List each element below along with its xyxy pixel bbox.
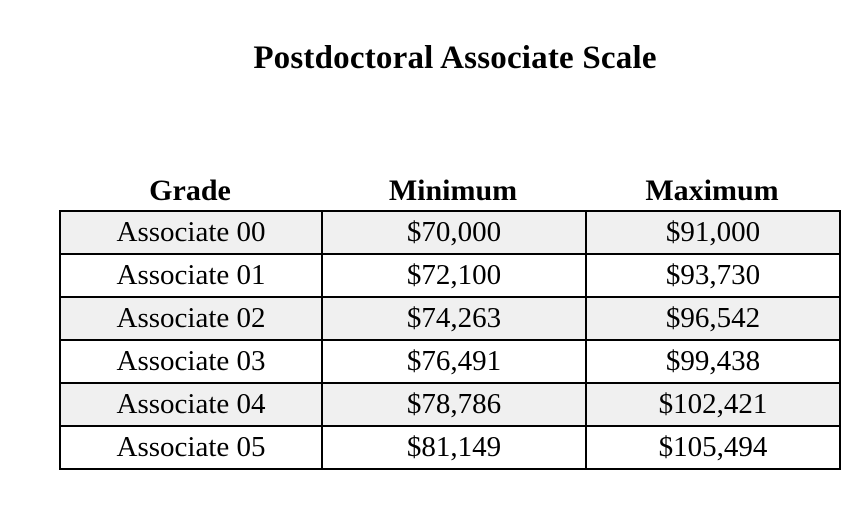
minimum-cell: $81,149 [322, 426, 586, 469]
column-header-minimum: Minimum [388, 174, 518, 207]
maximum-cell: $105,494 [586, 426, 840, 469]
table-header-row [59, 172, 839, 210]
page-title: Postdoctoral Associate Scale [253, 40, 657, 76]
grade-cell: Associate 03 [60, 340, 322, 383]
grade-cell: Associate 02 [60, 297, 322, 340]
maximum-cell: $102,421 [586, 383, 840, 426]
minimum-cell: $72,100 [322, 254, 586, 297]
grade-cell: Associate 04 [60, 383, 322, 426]
grade-cell: Associate 00 [60, 211, 322, 254]
table-row [60, 340, 840, 383]
column-header-maximum: Maximum [645, 174, 779, 207]
maximum-cell: $93,730 [586, 254, 840, 297]
table-row [60, 297, 840, 340]
table-row [60, 383, 840, 426]
minimum-cell: $76,491 [322, 340, 586, 383]
table-row [60, 426, 840, 469]
maximum-cell: $99,438 [586, 340, 840, 383]
minimum-cell: $78,786 [322, 383, 586, 426]
minimum-cell: $74,263 [322, 297, 586, 340]
maximum-cell: $96,542 [586, 297, 840, 340]
column-header-grade: Grade [149, 174, 231, 207]
minimum-cell: $70,000 [322, 211, 586, 254]
grade-cell: Associate 05 [60, 426, 322, 469]
salary-scale-table [59, 210, 841, 470]
maximum-cell: $91,000 [586, 211, 840, 254]
table-row [60, 254, 840, 297]
grade-cell: Associate 01 [60, 254, 322, 297]
table-row [60, 211, 840, 254]
